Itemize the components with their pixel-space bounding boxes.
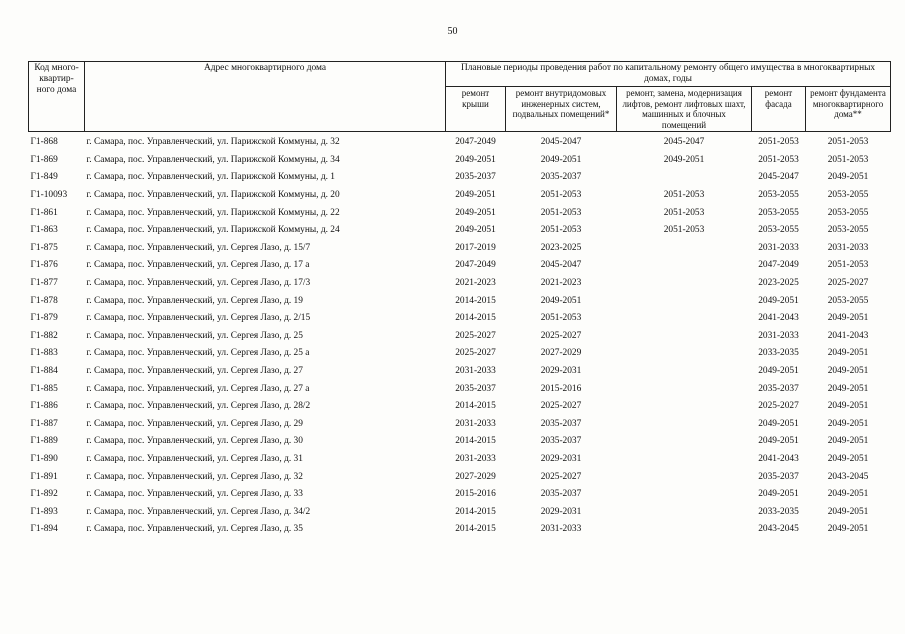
row-foundation: 2049-2051 — [827, 348, 869, 359]
row-code: Г1-868 — [30, 137, 58, 148]
row-code: Г1-861 — [30, 207, 58, 218]
row-roof: 2014-2015 — [455, 401, 496, 412]
row-address: г. Самара, пос. Управленческий, ул. Сергея Лазо, д. 33 — [86, 489, 303, 500]
row-facade: 2051-2053 — [758, 154, 799, 165]
row-roof: 2017-2019 — [455, 242, 496, 253]
table-row — [29, 187, 891, 205]
row-systems: 2035-2037 — [540, 172, 582, 183]
row-facade: 2033-2035 — [758, 348, 799, 359]
row-lifts — [617, 451, 752, 469]
header-systems: ремонт внутридомовых инженерных систем, подвальных помещений* — [506, 87, 617, 132]
row-address: г. Самара, пос. Управленческий, ул. Сергея Лазо, д. 19 — [86, 295, 303, 306]
row-systems: 2029-2031 — [540, 453, 582, 464]
table-row — [29, 416, 891, 434]
header-foundation: ремонт фундамента многоквартирного дома** — [806, 87, 891, 132]
row-roof: 2025-2027 — [455, 330, 496, 341]
row-code: Г1-891 — [30, 471, 58, 482]
row-code: Г1-849 — [30, 172, 58, 183]
row-roof: 2015-2016 — [455, 489, 496, 500]
row-foundation: 2025-2027 — [827, 278, 869, 289]
row-roof: 2027-2029 — [455, 471, 496, 482]
row-facade: 2025-2027 — [758, 401, 799, 412]
row-foundation: 2049-2051 — [827, 366, 869, 377]
row-foundation: 2049-2051 — [827, 489, 869, 500]
repair-schedule-table — [28, 61, 891, 539]
row-facade: 2047-2049 — [758, 260, 799, 271]
row-code: Г1-894 — [30, 524, 58, 535]
row-facade: 2023-2025 — [758, 278, 799, 289]
row-roof: 2031-2033 — [455, 453, 496, 464]
row-code: Г1-886 — [30, 401, 58, 412]
row-facade: 2049-2051 — [758, 418, 799, 429]
row-code: Г1-885 — [30, 383, 58, 394]
row-lifts — [617, 521, 752, 539]
table-row — [29, 521, 891, 539]
row-systems: 2025-2027 — [540, 330, 582, 341]
row-facade: 2049-2051 — [758, 489, 799, 500]
row-address: г. Самара, пос. Управленческий, ул. Сергея Лазо, д. 29 — [86, 418, 303, 429]
table-row — [29, 398, 891, 416]
row-roof: 2049-2051 — [455, 190, 496, 201]
row-address: г. Самара, пос. Управленческий, ул. Сергея Лазо, д. 31 — [86, 453, 303, 464]
row-facade: 2035-2037 — [758, 383, 799, 394]
header-lifts: ремонт, замена, модернизация лифтов, ремонт лифтовых шахт, машинных и блочных помещений — [617, 87, 752, 132]
row-code: Г1-879 — [30, 313, 58, 324]
row-code: Г1-875 — [30, 242, 58, 253]
row-foundation: 2043-2045 — [827, 471, 869, 482]
row-roof: 2014-2015 — [455, 313, 496, 324]
table-row — [29, 132, 891, 152]
row-facade: 2031-2033 — [758, 242, 799, 253]
row-systems: 2045-2047 — [540, 137, 582, 148]
row-facade: 2041-2043 — [758, 313, 799, 324]
row-address: г. Самара, пос. Управленческий, ул. Сергея Лазо, д. 35 — [86, 524, 303, 535]
row-lifts — [617, 345, 752, 363]
row-foundation: 2049-2051 — [827, 401, 869, 412]
row-systems: 2029-2031 — [540, 366, 582, 377]
row-address: г. Самара, пос. Управленческий, ул. Сергея Лазо, д. 2/15 — [86, 313, 311, 324]
row-roof: 2049-2051 — [455, 225, 496, 236]
row-facade: 2053-2055 — [758, 225, 799, 236]
row-foundation: 2051-2053 — [827, 137, 869, 148]
row-systems: 2051-2053 — [540, 313, 582, 324]
row-address: г. Самара, пос. Управленческий, ул. Сергея Лазо, д. 30 — [86, 436, 303, 447]
row-code: Г1-887 — [30, 418, 58, 429]
row-foundation: 2041-2043 — [827, 330, 869, 341]
row-systems: 2045-2047 — [540, 260, 582, 271]
row-address: г. Самара, пос. Управленческий, ул. Сергея Лазо, д. 17/3 — [86, 278, 311, 289]
row-facade: 2043-2045 — [758, 524, 799, 535]
row-facade: 2033-2035 — [758, 506, 799, 517]
row-lifts: 2045-2047 — [663, 137, 705, 148]
row-roof: 2025-2027 — [455, 348, 496, 359]
row-address: г. Самара, пос. Управленческий, ул. Сергея Лазо, д. 32 — [86, 471, 303, 482]
row-lifts: 2051-2053 — [663, 207, 705, 218]
row-address: г. Самара, пос. Управленческий, ул. Сергея Лазо, д. 25 — [86, 330, 303, 341]
row-lifts — [617, 486, 752, 504]
row-systems: 2031-2033 — [540, 524, 582, 535]
row-foundation: 2051-2053 — [827, 260, 869, 271]
table-row — [29, 328, 891, 346]
row-facade: 2053-2055 — [758, 207, 799, 218]
row-address: г. Самара, пос. Управленческий, ул. Парижской Коммуны, д. 24 — [86, 225, 340, 236]
row-roof: 2014-2015 — [455, 295, 496, 306]
row-foundation: 2049-2051 — [827, 453, 869, 464]
row-lifts — [617, 169, 752, 187]
row-facade: 2045-2047 — [758, 172, 799, 183]
row-lifts — [617, 503, 752, 521]
row-lifts — [617, 240, 752, 258]
row-lifts: 2051-2053 — [663, 225, 705, 236]
row-code: Г1-890 — [30, 453, 58, 464]
row-roof: 2014-2015 — [455, 524, 496, 535]
row-systems: 2025-2027 — [540, 401, 582, 412]
row-foundation: 2049-2051 — [827, 506, 869, 517]
table-row — [29, 152, 891, 170]
row-lifts — [617, 398, 752, 416]
row-systems: 2049-2051 — [540, 295, 582, 306]
row-roof: 2049-2051 — [455, 154, 496, 165]
row-systems: 2023-2025 — [540, 242, 582, 253]
row-address: г. Самара, пос. Управленческий, ул. Парижской Коммуны, д. 32 — [86, 137, 340, 148]
row-roof: 2047-2049 — [455, 260, 496, 271]
row-roof: 2035-2037 — [455, 172, 496, 183]
row-code: Г1-892 — [30, 489, 58, 500]
row-systems: 2027-2029 — [540, 348, 582, 359]
header-periods: Плановые периоды проведения работ по капитальному ремонту общего имущества в многоквартирных домах, годы — [446, 62, 891, 87]
table-row — [29, 345, 891, 363]
table-row — [29, 240, 891, 258]
row-foundation: 2031-2033 — [827, 242, 869, 253]
row-code: Г1-876 — [30, 260, 58, 271]
row-systems: 2035-2037 — [540, 436, 582, 447]
table-row — [29, 503, 891, 521]
row-code: Г1-869 — [30, 154, 58, 165]
table-row — [29, 486, 891, 504]
row-foundation: 2051-2053 — [827, 154, 869, 165]
row-foundation: 2049-2051 — [827, 313, 869, 324]
row-code: Г1-877 — [30, 278, 58, 289]
row-roof: 2031-2033 — [455, 418, 496, 429]
row-foundation: 2049-2051 — [827, 418, 869, 429]
row-systems: 2051-2053 — [540, 190, 582, 201]
row-address: г. Самара, пос. Управленческий, ул. Сергея Лазо, д. 28/2 — [86, 401, 311, 412]
row-foundation: 2053-2055 — [827, 295, 869, 306]
row-facade: 2031-2033 — [758, 330, 799, 341]
row-foundation: 2049-2051 — [827, 383, 869, 394]
row-facade: 2041-2043 — [758, 453, 799, 464]
row-foundation: 2049-2051 — [827, 524, 869, 535]
row-roof: 2049-2051 — [455, 207, 496, 218]
row-lifts — [617, 363, 752, 381]
table-row — [29, 204, 891, 222]
row-address: г. Самара, пос. Управленческий, ул. Сергея Лазо, д. 15/7 — [86, 242, 311, 253]
row-systems: 2035-2037 — [540, 418, 582, 429]
row-lifts: 2051-2053 — [663, 190, 705, 201]
row-roof: 2035-2037 — [455, 383, 496, 394]
table-row — [29, 363, 891, 381]
row-address: г. Самара, пос. Управленческий, ул. Сергея Лазо, д. 34/2 — [86, 506, 311, 517]
row-systems: 2025-2027 — [540, 471, 582, 482]
table-row — [29, 310, 891, 328]
page-number: 50 — [447, 26, 458, 37]
row-address: г. Самара, пос. Управленческий, ул. Парижской Коммуны, д. 34 — [86, 154, 340, 165]
row-lifts: 2049-2051 — [663, 154, 705, 165]
row-facade: 2049-2051 — [758, 295, 799, 306]
row-lifts — [617, 416, 752, 434]
table-row — [29, 275, 891, 293]
row-address: г. Самара, пос. Управленческий, ул. Сергея Лазо, д. 25 а — [86, 348, 310, 359]
row-lifts — [617, 292, 752, 310]
row-address: г. Самара, пос. Управленческий, ул. Парижской Коммуны, д. 22 — [86, 207, 340, 218]
row-facade: 2035-2037 — [758, 471, 799, 482]
row-roof: 2031-2033 — [455, 366, 496, 377]
table-row — [29, 380, 891, 398]
row-foundation: 2049-2051 — [827, 172, 869, 183]
row-roof: 2014-2015 — [455, 436, 496, 447]
row-facade: 2053-2055 — [758, 190, 799, 201]
row-lifts — [617, 380, 752, 398]
row-lifts — [617, 328, 752, 346]
row-code: Г1-884 — [30, 366, 58, 377]
row-roof: 2021-2023 — [455, 278, 496, 289]
table-row — [29, 222, 891, 240]
row-foundation: 2053-2055 — [827, 190, 869, 201]
row-lifts — [617, 433, 752, 451]
row-systems: 2035-2037 — [540, 489, 582, 500]
row-roof: 2014-2015 — [455, 506, 496, 517]
row-address: г. Самара, пос. Управленческий, ул. Сергея Лазо, д. 27 — [86, 366, 303, 377]
row-code: Г1-893 — [30, 506, 58, 517]
row-code: Г1-882 — [30, 330, 58, 341]
table-row — [29, 257, 891, 275]
row-code: Г1-889 — [30, 436, 58, 447]
row-systems: 2051-2053 — [540, 225, 582, 236]
table-row — [29, 468, 891, 486]
row-address: г. Самара, пос. Управленческий, ул. Сергея Лазо, д. 17 а — [86, 260, 310, 271]
row-code: Г1-883 — [30, 348, 58, 359]
row-facade: 2049-2051 — [758, 436, 799, 447]
row-systems: 2015-2016 — [540, 383, 582, 394]
row-systems: 2051-2053 — [540, 207, 582, 218]
header-address: Адрес многоквартирного дома — [85, 62, 446, 132]
header-code: Код много-квартир-ного дома — [29, 62, 85, 132]
row-address: г. Самара, пос. Управленческий, ул. Парижской Коммуны, д. 20 — [86, 190, 340, 201]
row-foundation: 2053-2055 — [827, 207, 869, 218]
row-systems: 2049-2051 — [540, 154, 582, 165]
row-code: Г1-863 — [30, 225, 58, 236]
table-row — [29, 433, 891, 451]
row-systems: 2021-2023 — [540, 278, 582, 289]
table-body — [29, 132, 891, 539]
row-roof: 2047-2049 — [455, 137, 496, 148]
row-code: Г1-10093 — [30, 190, 68, 201]
table-row — [29, 169, 891, 187]
row-foundation: 2049-2051 — [827, 436, 869, 447]
row-facade: 2049-2051 — [758, 366, 799, 377]
row-facade: 2051-2053 — [758, 137, 799, 148]
table-row — [29, 292, 891, 310]
header-roof: ремонт крыши — [446, 87, 506, 132]
table-header — [29, 62, 891, 132]
row-address: г. Самара, пос. Управленческий, ул. Сергея Лазо, д. 27 а — [86, 383, 310, 394]
header-facade: ремонт фасада — [752, 87, 806, 132]
row-lifts — [617, 468, 752, 486]
row-lifts — [617, 310, 752, 328]
row-code: Г1-878 — [30, 295, 58, 306]
row-systems: 2029-2031 — [540, 506, 582, 517]
row-address: г. Самара, пос. Управленческий, ул. Парижской Коммуны, д. 1 — [86, 172, 335, 183]
row-lifts — [617, 275, 752, 293]
row-foundation: 2053-2055 — [827, 225, 869, 236]
row-lifts — [617, 257, 752, 275]
table-row — [29, 451, 891, 469]
